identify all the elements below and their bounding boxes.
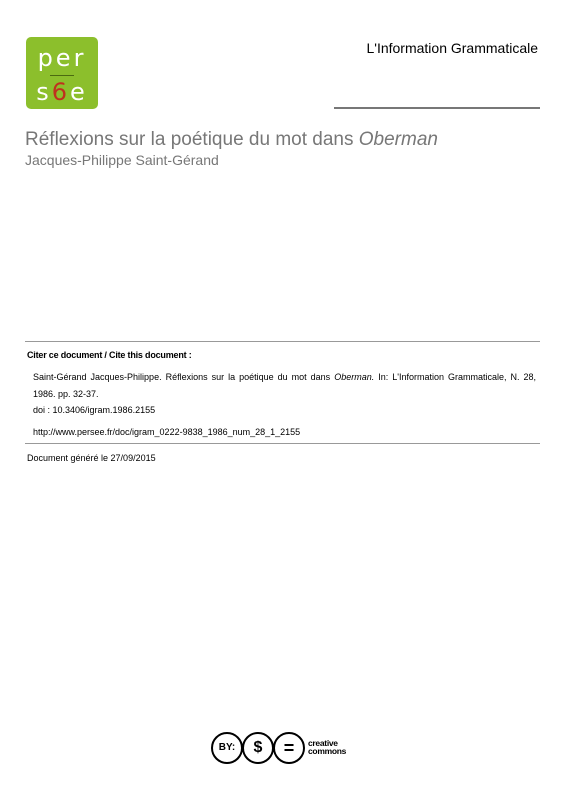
creative-commons-license[interactable]: [211, 732, 356, 762]
logo-text-line2: s6e: [36, 78, 88, 106]
citation-top-rule: [25, 341, 540, 342]
cc-by-icon: BY:: [211, 732, 243, 764]
logo-divider: [50, 75, 74, 76]
creative-commons-wordmark: creative commons: [308, 738, 347, 756]
article-author: Jacques-Philippe Saint-Gérand: [25, 152, 219, 168]
citation-doi[interactable]: doi : 10.3406/igram.1986.2155: [33, 405, 156, 415]
cc-noderivatives-icon: =: [273, 732, 305, 764]
citation-url[interactable]: http://www.persee.fr/doc/igram_0222-9838_1986_num_28_1_2155: [33, 427, 301, 437]
citation-heading: Citer ce document / Cite this document :: [27, 350, 192, 360]
logo-text-line1: per: [37, 44, 87, 72]
citation-bottom-rule: [25, 443, 540, 444]
persee-logo[interactable]: [26, 37, 98, 109]
cc-noncommercial-icon: $: [242, 732, 274, 764]
citation-text: Saint-Gérand Jacques-Philippe. Réflexions sur la poétique du mot dans Oberman. In: L'Information Grammaticale, N. 28, 1986. pp. 32-37.: [33, 372, 537, 399]
article-title: Réflexions sur la poétique du mot dans Oberman: [25, 129, 438, 150]
journal-underline: [334, 107, 540, 109]
generation-date: Document généré le 27/09/2015: [27, 453, 156, 463]
journal-name: L'Information Grammaticale: [366, 40, 538, 56]
